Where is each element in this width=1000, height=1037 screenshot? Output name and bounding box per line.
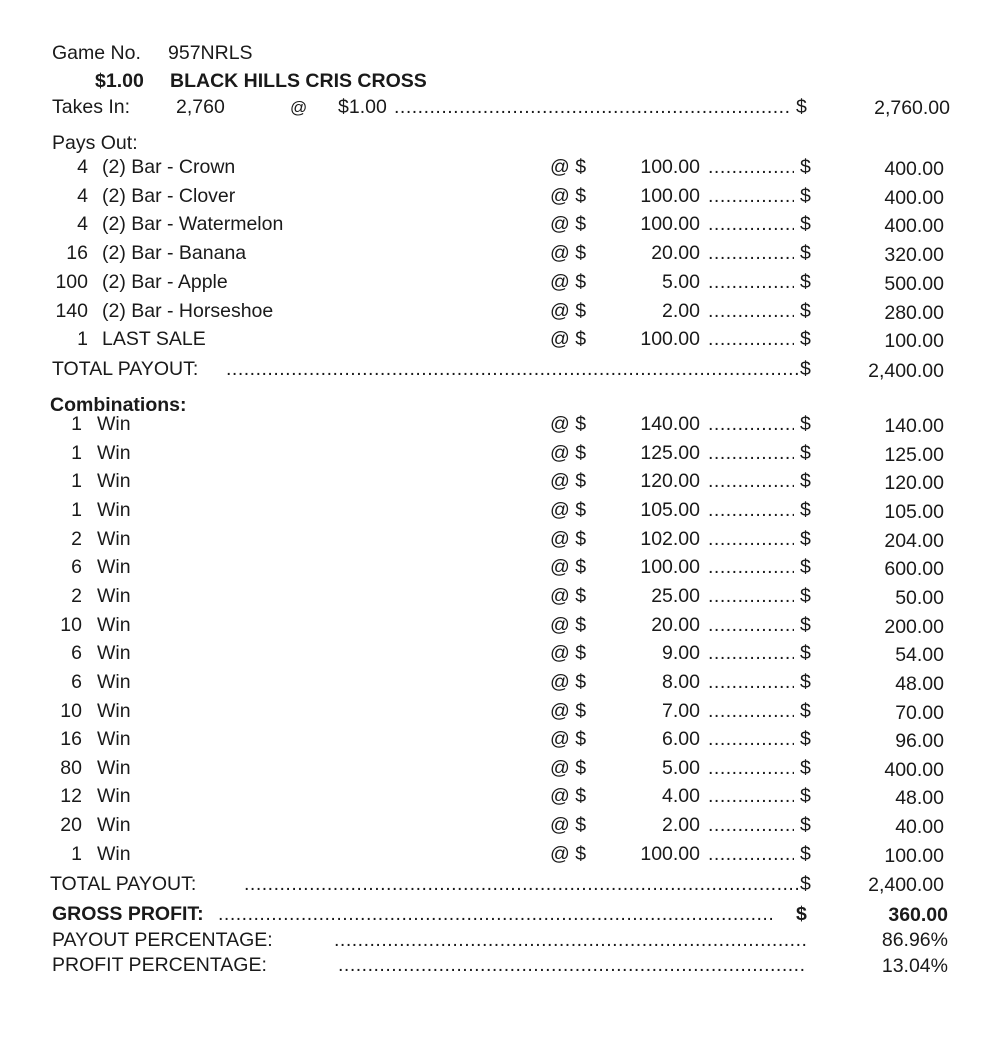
row-dollar: $: [800, 842, 811, 865]
row-total: 400.00: [884, 158, 944, 180]
leader-dots: [708, 730, 794, 750]
row-quantity: 10: [60, 613, 82, 636]
row-description: Win: [97, 556, 131, 579]
row-description: Win: [97, 498, 131, 521]
row-at-dollar: @ $: [550, 270, 587, 293]
row-description: Win: [97, 814, 131, 837]
leader-dots: [708, 787, 794, 807]
row-amount: 100.00: [640, 156, 700, 178]
row-dollar: $: [800, 728, 811, 751]
leader-dots: [244, 875, 800, 895]
row-description: Win: [97, 728, 131, 751]
row-description: (2) Bar - Banana: [102, 242, 247, 265]
row-at-dollar: @ $: [550, 498, 587, 521]
row-description: (2) Bar - Crown: [102, 156, 236, 178]
leader-dots: [708, 816, 794, 836]
row-at-dollar: @ $: [550, 756, 587, 779]
row-amount: 6.00: [662, 728, 700, 751]
row-total: 400.00: [884, 758, 944, 781]
leader-dots: [708, 444, 794, 464]
leader-dots: [708, 558, 794, 578]
leader-dots: [334, 931, 806, 951]
leader-dots: [226, 360, 800, 380]
row-total: 500.00: [884, 272, 944, 295]
row-amount: 9.00: [662, 642, 700, 665]
row-total: 320.00: [884, 244, 944, 267]
row-dollar: $: [800, 642, 811, 665]
row-total: 140.00: [884, 415, 944, 437]
row-quantity: 4: [77, 213, 88, 236]
leader-dots: [338, 956, 806, 976]
row-at-dollar: @ $: [550, 842, 587, 865]
row-at-dollar: @ $: [550, 527, 587, 550]
row-total: 54.00: [895, 644, 944, 667]
row-quantity: 1: [71, 842, 82, 865]
row-amount: 2.00: [662, 814, 700, 837]
row-dollar: $: [800, 670, 811, 693]
row-description: Win: [97, 441, 131, 464]
leader-dots: [708, 244, 794, 264]
leader-dots: [218, 905, 776, 925]
gross-profit-dollar: $: [796, 903, 807, 925]
row-description: LAST SALE: [102, 328, 206, 351]
row-quantity: 100: [55, 270, 88, 293]
gross-profit-value: 360.00: [888, 904, 948, 926]
game-number: 957NRLS: [168, 42, 253, 64]
row-amount: 100.00: [640, 184, 700, 207]
row-at-dollar: @ $: [550, 441, 587, 464]
row-at-dollar: @ $: [550, 328, 587, 351]
row-amount: 7.00: [662, 699, 700, 722]
leader-dots: [708, 273, 794, 293]
row-amount: 100.00: [640, 213, 700, 236]
gross-profit-label: GROSS PROFIT:: [52, 903, 204, 925]
row-description: (2) Bar - Apple: [102, 270, 228, 293]
row-total: 48.00: [895, 787, 944, 810]
row-amount: 102.00: [640, 527, 700, 550]
row-description: Win: [97, 785, 131, 808]
row-dollar: $: [800, 184, 811, 207]
row-quantity: 6: [71, 670, 82, 693]
row-quantity: 20: [60, 814, 82, 837]
row-amount: 105.00: [640, 498, 700, 521]
row-at-dollar: @ $: [550, 299, 587, 322]
row-total: 280.00: [884, 301, 944, 324]
row-total: 400.00: [884, 215, 944, 238]
row-description: Win: [97, 842, 131, 865]
row-quantity: 16: [60, 728, 82, 751]
leader-dots: [708, 302, 794, 322]
row-quantity: 4: [77, 156, 88, 178]
row-amount: 100.00: [640, 328, 700, 351]
leader-dots: [708, 530, 794, 550]
row-total: 48.00: [895, 672, 944, 695]
row-quantity: 1: [71, 498, 82, 521]
row-at-dollar: @ $: [550, 556, 587, 579]
row-quantity: 12: [60, 785, 82, 808]
row-dollar: $: [800, 527, 811, 550]
row-at-dollar: @ $: [550, 242, 587, 265]
row-dollar: $: [800, 441, 811, 464]
row-total: 100.00: [884, 844, 944, 867]
row-dollar: $: [800, 270, 811, 293]
row-dollar: $: [800, 470, 811, 493]
row-quantity: 4: [77, 184, 88, 207]
row-at-dollar: @ $: [550, 213, 587, 236]
leader-dots: [708, 587, 794, 607]
row-quantity: 1: [71, 441, 82, 464]
row-description: Win: [97, 584, 131, 607]
payout-percentage-label: PAYOUT PERCENTAGE:: [52, 929, 273, 951]
row-total: 120.00: [884, 472, 944, 495]
leader-dots: [708, 702, 794, 722]
row-total: 200.00: [884, 615, 944, 638]
row-description: Win: [97, 470, 131, 493]
row-at-dollar: @ $: [550, 814, 587, 837]
row-total: 70.00: [895, 701, 944, 724]
row-at-dollar: @ $: [550, 728, 587, 751]
row-amount: 20.00: [651, 613, 700, 636]
row-at-dollar: @ $: [550, 156, 587, 178]
row-description: Win: [97, 613, 131, 636]
row-amount: 140.00: [640, 413, 700, 435]
pays-out-total-dollar: $: [800, 358, 811, 380]
row-quantity: 1: [71, 470, 82, 493]
row-amount: 25.00: [651, 584, 700, 607]
row-quantity: 1: [71, 413, 82, 435]
leader-dots: [708, 501, 794, 521]
row-amount: 8.00: [662, 670, 700, 693]
row-dollar: $: [800, 328, 811, 351]
pays-out-total-label: TOTAL PAYOUT:: [52, 358, 199, 380]
row-total: 40.00: [895, 816, 944, 839]
row-at-dollar: @ $: [550, 785, 587, 808]
leader-dots: [708, 759, 794, 779]
row-at-dollar: @ $: [550, 670, 587, 693]
row-amount: 4.00: [662, 785, 700, 808]
row-dollar: $: [800, 699, 811, 722]
row-total: 50.00: [895, 586, 944, 609]
row-amount: 2.00: [662, 299, 700, 322]
row-total: 204.00: [884, 529, 944, 552]
row-dollar: $: [800, 613, 811, 636]
row-dollar: $: [800, 213, 811, 236]
row-quantity: 10: [60, 699, 82, 722]
row-amount: 5.00: [662, 756, 700, 779]
game-name: BLACK HILLS CRIS CROSS: [170, 70, 427, 92]
row-total: 100.00: [884, 330, 944, 353]
combinations-label: Combinations:: [50, 394, 187, 416]
combinations-total-label: TOTAL PAYOUT:: [50, 873, 197, 895]
leader-dots: [708, 415, 794, 435]
row-at-dollar: @ $: [550, 184, 587, 207]
row-total: 125.00: [884, 443, 944, 466]
row-dollar: $: [800, 299, 811, 322]
profit-percentage-label: PROFIT PERCENTAGE:: [52, 954, 267, 976]
row-description: Win: [97, 642, 131, 665]
row-total: 600.00: [884, 558, 944, 581]
combinations-total-value: 2,400.00: [868, 874, 944, 896]
row-quantity: 1: [77, 328, 88, 351]
takes-in-dollar: $: [796, 96, 807, 118]
row-description: (2) Bar - Clover: [102, 184, 236, 207]
row-description: Win: [97, 756, 131, 779]
pays-out-total-value: 2,400.00: [868, 360, 944, 382]
row-at-dollar: @ $: [550, 470, 587, 493]
row-amount: 100.00: [640, 556, 700, 579]
row-quantity: 16: [66, 242, 88, 265]
row-quantity: 6: [71, 642, 82, 665]
row-at-dollar: @ $: [550, 699, 587, 722]
row-amount: 125.00: [640, 441, 700, 464]
row-dollar: $: [800, 584, 811, 607]
row-quantity: 6: [71, 556, 82, 579]
row-quantity: 80: [60, 756, 82, 779]
takes-in-price: $1.00: [338, 96, 387, 118]
row-description: Win: [97, 670, 131, 693]
row-total: 400.00: [884, 186, 944, 209]
row-description: Win: [97, 699, 131, 722]
takes-in-label: Takes In:: [52, 96, 131, 118]
row-dollar: $: [800, 756, 811, 779]
combinations-total-dollar: $: [800, 873, 811, 895]
leader-dots: [708, 616, 794, 636]
row-description: Win: [97, 527, 131, 550]
takes-in-count: 2,760: [176, 96, 225, 118]
ticket-price: $1.00: [95, 70, 144, 92]
row-total: 96.00: [895, 730, 944, 753]
row-amount: 100.00: [640, 842, 700, 865]
row-dollar: $: [800, 242, 811, 265]
leader-dots: [708, 845, 794, 865]
row-amount: 5.00: [662, 270, 700, 293]
leader-dots: [708, 330, 794, 350]
row-at-dollar: @ $: [550, 613, 587, 636]
leader-dots: [708, 673, 794, 693]
row-quantity: 2: [71, 527, 82, 550]
takes-in-at: @: [290, 98, 308, 117]
row-dollar: $: [800, 785, 811, 808]
row-dollar: $: [800, 413, 811, 435]
row-quantity: 2: [71, 584, 82, 607]
game-no-label: Game No.: [52, 42, 141, 64]
row-dollar: $: [800, 498, 811, 521]
row-dollar: $: [800, 556, 811, 579]
leader-dots: [708, 215, 794, 235]
leader-dots: [708, 158, 794, 178]
leader-dots: [394, 98, 790, 118]
row-quantity: 140: [55, 299, 88, 322]
row-dollar: $: [800, 814, 811, 837]
row-at-dollar: @ $: [550, 413, 587, 435]
row-at-dollar: @ $: [550, 584, 587, 607]
leader-dots: [708, 644, 794, 664]
profit-percentage-value: 13.04%: [881, 955, 948, 977]
row-total: 105.00: [884, 500, 944, 523]
pays-out-label: Pays Out:: [52, 132, 138, 154]
row-description: Win: [97, 413, 131, 435]
row-amount: 120.00: [640, 470, 700, 493]
leader-dots: [708, 472, 794, 492]
row-dollar: $: [800, 156, 811, 178]
takes-in-total: 2,760.00: [874, 97, 950, 119]
row-description: (2) Bar - Watermelon: [102, 213, 284, 236]
row-amount: 20.00: [651, 242, 700, 265]
leader-dots: [708, 187, 794, 207]
row-description: (2) Bar - Horseshoe: [102, 299, 274, 322]
row-at-dollar: @ $: [550, 642, 587, 665]
payout-percentage-value: 86.96%: [881, 929, 948, 951]
